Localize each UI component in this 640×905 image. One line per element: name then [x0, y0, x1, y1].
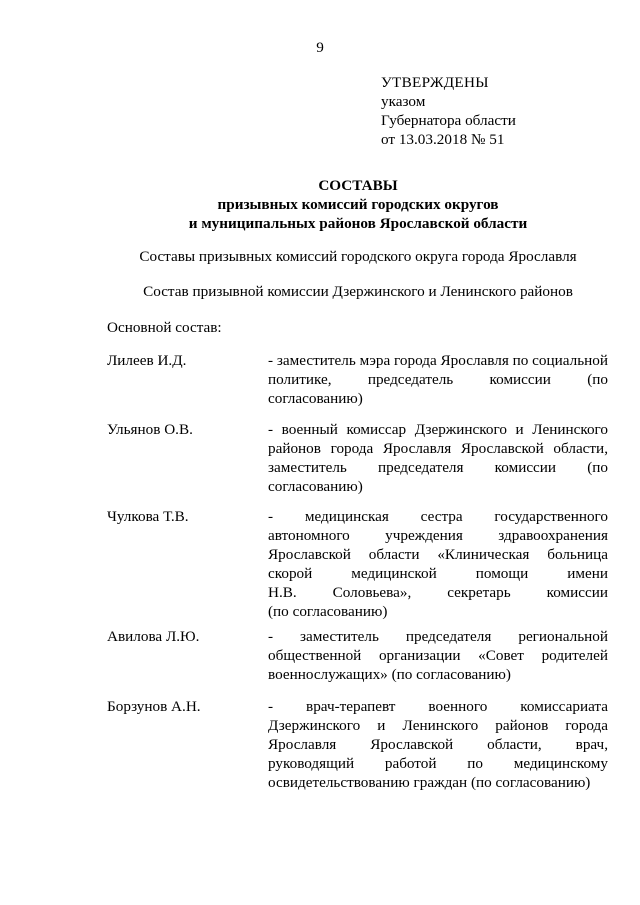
- member-name: Лилеев И.Д.: [107, 352, 187, 369]
- role-line: (по согласованию): [268, 603, 388, 620]
- role-line: освидетельствованию граждан (по согласованию): [268, 774, 591, 791]
- approval-stamp: [381, 73, 516, 149]
- member-name: Чулкова Т.В.: [107, 508, 189, 525]
- page-number: 9: [316, 39, 324, 56]
- role-line: - врач-терапевт военного комиссариата: [268, 698, 608, 715]
- title-line-1: СОСТАВЫ: [318, 177, 398, 194]
- role-line: политике, председатель комиссии (по: [268, 371, 608, 388]
- role-line: согласованию): [268, 390, 363, 407]
- member-role: [268, 507, 608, 621]
- section-heading: Составы призывных комиссий городского округа города Ярославля: [139, 248, 577, 265]
- member-role: [268, 697, 608, 792]
- member-role: [268, 627, 608, 684]
- role-line: Ярославля Ярославской области, врач,: [268, 736, 608, 753]
- subsection-heading: Состав призывной комиссии Дзержинского и Ленинского районов: [143, 283, 573, 300]
- role-line: руководящий работой по медицинскому: [268, 755, 608, 772]
- role-line: районов города Ярославля Ярославской области,: [268, 440, 608, 457]
- member-name: Авилова Л.Ю.: [107, 628, 200, 645]
- role-line: общественной организации «Совет родителей: [268, 647, 608, 664]
- approval-line-2: указом: [381, 93, 426, 110]
- role-line: - медицинская сестра государственного: [268, 508, 608, 525]
- role-line: - военный комиссар Дзержинского и Ленинского: [268, 421, 608, 438]
- approval-line-3: Губернатора области: [381, 112, 516, 129]
- member-role: [268, 420, 608, 496]
- title-line-2: призывных комиссий городских округов: [217, 196, 499, 213]
- role-line: военнослужащих» (по согласованию): [268, 666, 511, 683]
- role-line: скорой медицинской помощи имени: [268, 565, 608, 582]
- approval-line-1: УТВЕРЖДЕНЫ: [381, 74, 489, 91]
- main-composition-label: Основной состав:: [107, 319, 222, 336]
- role-line: Н.В. Соловьева», секретарь комиссии: [268, 584, 608, 601]
- member-name: Ульянов О.В.: [107, 421, 193, 438]
- title-line-3: и муниципальных районов Ярославской области: [188, 215, 528, 232]
- role-line: Дзержинского и Ленинского районов города: [268, 717, 608, 734]
- role-line: - заместитель мэра города Ярославля по социальной: [268, 352, 608, 369]
- role-line: согласованию): [268, 478, 363, 495]
- role-line: автономного учреждения здравоохранения: [268, 527, 608, 544]
- approval-line-4: от 13.03.2018 № 51: [381, 131, 505, 148]
- role-line: - заместитель председателя региональной: [268, 628, 608, 645]
- role-line: Ярославской области «Клиническая больница: [268, 546, 608, 563]
- member-role: [268, 351, 608, 408]
- member-name: Борзунов А.Н.: [107, 698, 201, 715]
- role-line: заместитель председателя комиссии (по: [268, 459, 608, 476]
- document-title: [0, 176, 640, 233]
